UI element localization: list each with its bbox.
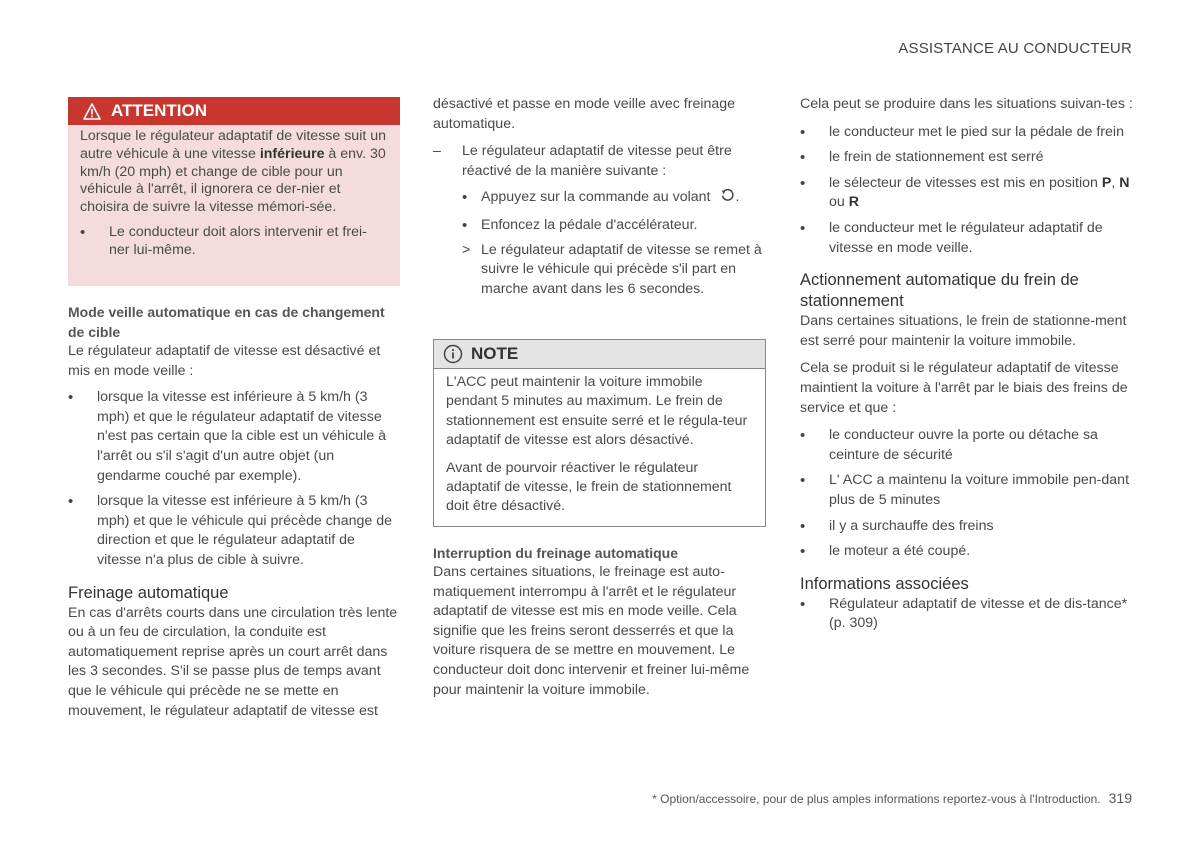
attention-title: ATTENTION [111, 101, 208, 120]
list-item: • le moteur a été coupé. [800, 542, 1133, 562]
note-text: L'ACC peut maintenir la voiture immobile pendant 5 minutes au maximum. Le frein de stationnement est ensuite serré et le régula-teur adaptatif de vitesse est alors désactivé. [446, 374, 748, 449]
list-item: • lorsque la vitesse est inférieure à 5 km/h (3 mph) et que le véhicule qui précède change de direction et que le régulateur adaptatif de vitesse n'a plus de cible à suivre. [68, 492, 400, 570]
note-box [433, 339, 766, 527]
list-item: • le frein de stationnement est serré [800, 148, 1133, 168]
attention-box [68, 97, 400, 286]
note-text: Avant de pourvoir réactiver le régulateur adaptatif de vitesse, le frein de stationnement doit être désactivé. [446, 459, 732, 515]
list-item: • il y a surchauffe des freins [800, 517, 1133, 537]
column-3 [800, 95, 1133, 634]
list-item: • le sélecteur de vitesses est mis en position P, N ou R [800, 174, 1133, 213]
sub-item: • Appuyez sur la commande au volant . [462, 188, 765, 210]
attention-bullet: • Le conducteur doit alors intervenir et frei-ner lui-même. [80, 224, 386, 260]
info-icon [443, 344, 463, 364]
heading-mode-veille: Mode veille automatique en cas de changement de cible [68, 304, 385, 340]
column-2 [433, 95, 765, 299]
note-header [434, 340, 765, 369]
col3-intro: Cela peut se produire dans les situations suivan-tes : [800, 96, 1133, 112]
page-number: 319 [1108, 790, 1132, 806]
section-header: ASSISTANCE AU CONDUCTEUR [898, 40, 1132, 57]
dash-item: – Le régulateur adaptatif de vitesse peut être réactivé de la manière suivante : [433, 142, 765, 181]
column-1 [68, 302, 400, 721]
warning-triangle-icon [83, 103, 101, 120]
resume-icon [720, 188, 735, 210]
col3-paragraph: Cela se produit si le régulateur adaptatif de vitesse maintient la voiture à l'arrêt par le biais des freins de service et que : [800, 360, 1128, 416]
related-link[interactable]: • Régulateur adaptatif de vitesse et de dis-tance* (p. 309) [800, 595, 1133, 634]
attention-header [68, 97, 400, 125]
list-item: • le conducteur ouvre la porte ou détache sa ceinture de sécurité [800, 426, 1133, 465]
attention-text: Lorsque le régulateur adaptatif de vitesse suit un autre véhicule à une vitesse inférieure à env. 30 km/h (20 mph) et change de cible pour un véhicule à l'arrêt, il ignorera ce der-nier et choisira de suivre la vitesse mémori-sée. [80, 128, 387, 216]
col1-paragraph: En cas d'arrêts courts dans une circulation très lente ou à un feu de circulation, la conduite est automatiquement reprise après un court arrêt dans les 3 secondes. S'il se passe plus de temps avant que le véhicule qui précède ne se mette en mouvement, le régulateur adaptatif de vitesse est [68, 604, 398, 719]
column-2-lower [433, 543, 765, 700]
list-item: • le conducteur met le pied sur la pédale de frein [800, 123, 1133, 143]
list-item: • lorsque la vitesse est inférieure à 5 km/h (3 mph) et que le régulateur adaptatif de vitesse n'est pas certain que la cible est un véhicule à l'arrêt ou s'il s'agit d'un autre objet (un gendarme couché par exemple). [68, 388, 400, 486]
heading-interruption: Interruption du freinage automatique [433, 545, 679, 561]
list-item: • le conducteur met le régulateur adaptatif de vitesse en mode veille. [800, 219, 1133, 258]
heading-frein-stationnement: Actionnement automatique du frein de stationnement [800, 271, 1079, 311]
col2-paragraph: Dans certaines situations, le freinage est auto-matiquement interrompu à l'arrêt et le régulateur adaptatif de vitesse est mis en mode veille. Cela signifie que les freins seront desserrés et que la voiture risquera de se mettre en mouvement. Le conducteur doit donc intervenir et freiner lui-même pour maintenir la voiture immobile. [433, 564, 750, 698]
col2-paragraph: désactivé et passe en mode veille avec freinage automatique. [433, 96, 736, 132]
footnote: * Option/accessoire, pour de plus amples informations reportez-vous à l'Introduction. [652, 792, 1101, 806]
col3-paragraph: Dans certaines situations, le frein de stationne-ment est serré pour maintenir la voiture immobile. [800, 313, 1127, 349]
result-item: > Le régulateur adaptatif de vitesse se remet à suivre le véhicule qui précède s'il part en marche avant dans les 6 secondes. [462, 241, 765, 300]
list-item: • L' ACC a maintenu la voiture immobile pen-dant plus de 5 minutes [800, 471, 1133, 510]
heading-informations-associees: Informations associées [800, 574, 969, 593]
col1-intro: Le régulateur adaptatif de vitesse est désactivé et mis en mode veille : [68, 343, 381, 379]
footer [652, 790, 1132, 806]
note-title: NOTE [471, 344, 519, 363]
heading-freinage-automatique: Freinage automatique [68, 583, 229, 602]
sub-item: • Enfoncez la pédale d'accélérateur. [462, 216, 765, 236]
